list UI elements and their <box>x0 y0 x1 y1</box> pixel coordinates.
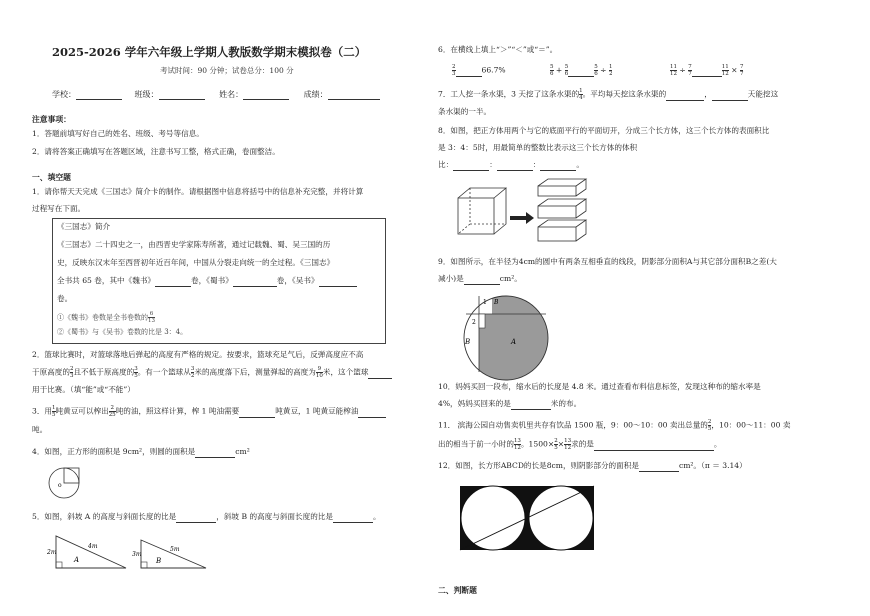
q6-text: 6．在横线上填上“＞”“＜”或“＝”。 <box>438 45 558 54</box>
q10-line-1: 10．妈妈买回一段布，缩水后的长度是 4.8 米。通过查看布料信息标签，发现这种布的缩水率是 <box>438 382 761 391</box>
q10-t2: 米的布。 <box>550 399 582 408</box>
slope-b-label: B <box>156 557 162 565</box>
q9-line-2 <box>438 273 522 285</box>
q6-frac-a: $\frac{2}{3}$ <box>452 64 456 77</box>
q6-frac-b2: $\frac{5}{6}$ <box>564 64 569 77</box>
q3-t4: 吨黄豆，1 吨黄豆能榨油 <box>275 406 359 416</box>
card-note-2: ②《蜀书》与《吴书》卷数的比是 3：4。 <box>57 328 188 336</box>
q5-slopes-figure <box>46 526 216 574</box>
q5-blank-1[interactable] <box>176 522 216 523</box>
cut-pieces <box>538 179 586 241</box>
section-2-heading: 二、判断题 <box>438 586 477 595</box>
q11-frac-b: $\frac{13}{12}$ <box>513 438 521 451</box>
small-rect <box>479 314 485 328</box>
note1-fraction: $\frac{6}{13}$ <box>148 311 155 324</box>
q1-text-2: 过程写在下面。 <box>32 204 86 213</box>
unshaded-left <box>454 292 479 382</box>
cube <box>458 188 506 234</box>
q3-t1: 3．用 <box>32 406 53 416</box>
q11-t6: 求的是 <box>571 439 594 449</box>
q3-frac-1: $\frac{1}{5}$ <box>52 405 56 418</box>
q2-frac-2: $\frac{3}{5}$ <box>134 366 138 379</box>
slope-b-right-angle <box>141 562 147 568</box>
q2-t3: 。有一个篮球从 <box>137 367 191 377</box>
q11-frac-c: $\frac{2}{5}$ <box>554 438 558 451</box>
q8-line-1: 8．如图，把正方体用两个与它的底面平行的平面切开，分成三个长方体，这三个长方体的表面积比 <box>438 126 770 135</box>
q3-frac-2: $\frac{2}{25}$ <box>108 405 116 418</box>
card-line-2: 史，反映东汉末年至西晋初年近百年间，中国从分裂走向统一的全过程。《三国志》 <box>57 258 335 267</box>
wushu-blank[interactable] <box>319 286 357 287</box>
q10-t1: 4%，妈妈买回来的是 <box>438 399 511 408</box>
q11-t3: 出的相当于前一小时的 <box>438 439 514 449</box>
section-1-heading: 一、填空题 <box>32 173 71 182</box>
q8-line-3: 比： ： ： 。 <box>438 160 584 169</box>
name-label: 姓名： <box>219 90 244 99</box>
q5-t2: ，斜坡 B 的高度与斜面长度的比是 <box>216 512 333 521</box>
q2-frac-1: $\frac{2}{3}$ <box>69 366 74 379</box>
right-circle <box>529 486 593 550</box>
slope-a-height: 2m <box>47 549 57 556</box>
q11-t1: 11． 滨海公园自动售卖机里共存有饮品 1500 瓶，9：00～10：00 卖出总量的 <box>438 420 708 430</box>
q7-frac: $\frac{1}{4}$ <box>579 88 583 101</box>
q4-blank[interactable] <box>195 457 235 458</box>
card-line-1: 《三国志》二十四史之一，由西晋史学家陈寿所著，通过记载魏、蜀、吴三国的历 <box>57 240 331 249</box>
q9-blank[interactable] <box>464 284 500 285</box>
q6-frac-c3: $\frac{11}{12}$ <box>721 64 729 77</box>
q11-t7: 。 <box>713 439 722 449</box>
card-text-wushu: 卷，《吴书》 <box>276 276 319 285</box>
school-blank[interactable] <box>76 99 122 100</box>
q4-circle-figure <box>46 463 86 501</box>
q2-t5: 米，这个篮球 <box>322 367 369 377</box>
q4-center-label: o <box>58 482 62 489</box>
sanguozhi-card <box>52 218 386 344</box>
card-text-shushu: 卷，《蜀书》 <box>191 276 233 285</box>
q6-op-div-2: ÷ <box>679 65 686 75</box>
note1-text: ①《魏书》卷数是全书卷数的 <box>57 313 148 322</box>
q6-frac-b3: $\frac{5}{6}$ <box>594 64 598 77</box>
q11-t4: 。1500× <box>520 439 555 449</box>
q7-t2: 。平均每天挖这条水渠的 <box>582 89 667 99</box>
q8-t1: 比： <box>438 160 454 169</box>
score-blank[interactable] <box>328 99 380 100</box>
label-b-left: B <box>465 338 471 346</box>
q6-expr-1 <box>452 64 506 77</box>
q2-t1: 于原高度的 <box>32 367 70 377</box>
slope-b-length: 5m <box>170 546 180 553</box>
notice-heading: 注意事项： <box>32 115 71 124</box>
exam-info: 考试时间：90 分钟；试卷总分：100 分 <box>160 66 294 75</box>
q7-line-2: 条水渠的一半。 <box>438 107 492 116</box>
q6-expr-2 <box>550 64 612 77</box>
left-column <box>32 0 427 616</box>
q6-frac-b4: $\frac{1}{2}$ <box>608 64 613 77</box>
q3-line-1 <box>32 405 386 418</box>
q12-blank[interactable] <box>639 471 679 472</box>
slope-a-label: A <box>74 556 80 564</box>
q6-blank-1[interactable] <box>456 76 482 77</box>
q2-line-1: 2．篮球比赛时，对篮球落地后弹起的高度有严格的规定。按要求，篮球充足气后，反弹高度应不高 <box>32 350 364 359</box>
card-line-4: 卷。 <box>57 294 73 303</box>
notice-item-2: 2．请将答案正确填写在答题区域，注意书写工整，格式正确，卷面整洁。 <box>32 147 280 156</box>
class-blank[interactable] <box>159 99 205 100</box>
slope-a <box>56 536 126 568</box>
q4-line <box>32 446 250 458</box>
q11-line-1 <box>438 419 790 432</box>
q10-blank[interactable] <box>511 409 551 410</box>
q11-frac-d: $\frac{13}{12}$ <box>564 438 572 451</box>
q6-expr-3 <box>670 64 743 77</box>
q7-blank-1[interactable] <box>666 100 704 101</box>
left-circle <box>461 486 525 550</box>
name-blank[interactable] <box>243 99 289 100</box>
q7-line-1 <box>438 88 778 101</box>
q2-frac-3: $\frac{3}{2}$ <box>190 366 195 379</box>
q9-line-1: 9．如图所示，在半径为4cm的圆中有两条互相垂直的线段，阴影部分面积A与其它部分面积B之差(大 <box>438 257 777 266</box>
q6-op-times: × <box>731 65 738 75</box>
q2-t2: 且不低于原高度的 <box>73 367 135 377</box>
q11-line-2 <box>438 438 721 451</box>
q6-op-plus: + <box>555 65 563 75</box>
q6-frac-c2: $\frac{7}{7}$ <box>688 64 692 77</box>
q11-blank[interactable] <box>594 450 714 451</box>
q6-blank-3[interactable] <box>692 76 722 77</box>
q5-line <box>32 511 381 523</box>
card-line-3 <box>57 275 357 287</box>
label-2: 2 <box>472 319 476 326</box>
right-column <box>438 0 838 616</box>
q3-t3: 吨的油，照这样计算，榨 1 吨油需要 <box>115 406 240 416</box>
slope-b <box>141 540 206 568</box>
label-b-top: B <box>494 299 499 306</box>
q6-frac-b1: $\frac{5}{6}$ <box>550 64 554 77</box>
q12-t1: 12．如图，长方形ABCD的长是8cm，则阴影部分的面积是 <box>438 461 639 470</box>
weishu-blank[interactable] <box>155 286 191 287</box>
q3-line-2: 吨。 <box>32 425 48 434</box>
q12-line <box>438 460 747 472</box>
q8-blank-2[interactable] <box>497 170 533 171</box>
q9-circle-figure <box>454 292 564 382</box>
class-label: 班级： <box>134 90 159 99</box>
q6-blank-2[interactable] <box>568 76 594 77</box>
q8-blank-1[interactable] <box>453 170 489 171</box>
q9-t1: 减小)是 <box>438 274 464 283</box>
slope-a-right-angle <box>56 562 62 568</box>
q7-t3: ， <box>704 89 712 99</box>
q6-op-div: ÷ <box>600 65 607 75</box>
info-fields <box>52 90 380 100</box>
label-a: A <box>511 338 517 346</box>
q7-t4: 天能挖这 <box>747 89 779 99</box>
q6-percent: 66.7% <box>481 65 506 75</box>
q8-cube-figure <box>454 176 604 244</box>
score-label: 成绩： <box>303 90 328 99</box>
q6-frac-c4: $\frac{7}{7}$ <box>739 64 744 77</box>
card-title: 《三国志》简介 <box>57 222 111 231</box>
q6-frac-c1: $\frac{11}{12}$ <box>670 64 677 77</box>
q3-t2: 吨黄豆可以榨出 <box>55 406 109 416</box>
q1-text-1: 1．请你帮天天完成《三国志》简介卡的制作。请根据图中信息将括号中的信息补充完整，并将计算 <box>32 187 364 196</box>
q5-t1: 5．如图，斜坡 A 的高度与斜面长度的比是 <box>32 512 177 521</box>
q9-unit: cm²。 <box>499 274 522 283</box>
q8-line-2: 是 3：4：5时，用最简单的整数比表示这三个长方体的体积 <box>438 143 638 152</box>
q10-line-2 <box>438 398 581 410</box>
q12-rectangle-figure <box>458 484 598 552</box>
q11-frac-a: $\frac{2}{5}$ <box>707 419 712 432</box>
q3-blank-2[interactable] <box>358 417 386 418</box>
q5-blank-2[interactable] <box>333 522 373 523</box>
school-label: 学校： <box>52 90 76 99</box>
q3-blank-1[interactable] <box>239 417 275 418</box>
q7-t1: 7．工人挖一条水渠，3 天挖了这条水渠的 <box>438 89 580 99</box>
q7-blank-2[interactable] <box>712 100 748 101</box>
q2-blank[interactable] <box>368 378 392 379</box>
q11-t2: ，10：00～11：00 卖 <box>711 420 791 430</box>
q11-t5: × <box>557 439 565 449</box>
slope-b-height: 3m <box>132 551 142 558</box>
page-title: 2025-2026 学年六年级上学期人教版数学期末模拟卷（二） <box>52 45 367 59</box>
q2-frac-4: $\frac{9}{10}$ <box>315 366 323 379</box>
label-1: 1 <box>483 299 487 306</box>
q4-unit: cm² <box>235 447 250 456</box>
card-note-1 <box>57 311 155 324</box>
q5-t3: 。 <box>372 512 381 521</box>
q4-text: 4．如图，正方形的面积是 9cm²，则圆的面积是 <box>32 447 196 456</box>
arrow-icon <box>510 212 534 224</box>
q2-line-2 <box>32 366 392 379</box>
slope-a-length: 4m <box>88 543 98 550</box>
q8-blank-3[interactable] <box>540 170 576 171</box>
shushu-blank[interactable] <box>233 286 277 287</box>
notice-item-1: 1．答题前填写好自己的姓名、班级、考号等信息。 <box>32 129 204 138</box>
q2-t4: 米的高度落下后，测量弹起的高度为 <box>194 367 316 377</box>
card-text-weishu: 全书共 65 卷，其中《魏书》 <box>57 276 156 285</box>
q2-line-3: 用于比赛。（填“能”或“不能”） <box>32 385 135 394</box>
q12-unit: cm²。（π ＝ 3.14） <box>678 461 747 470</box>
